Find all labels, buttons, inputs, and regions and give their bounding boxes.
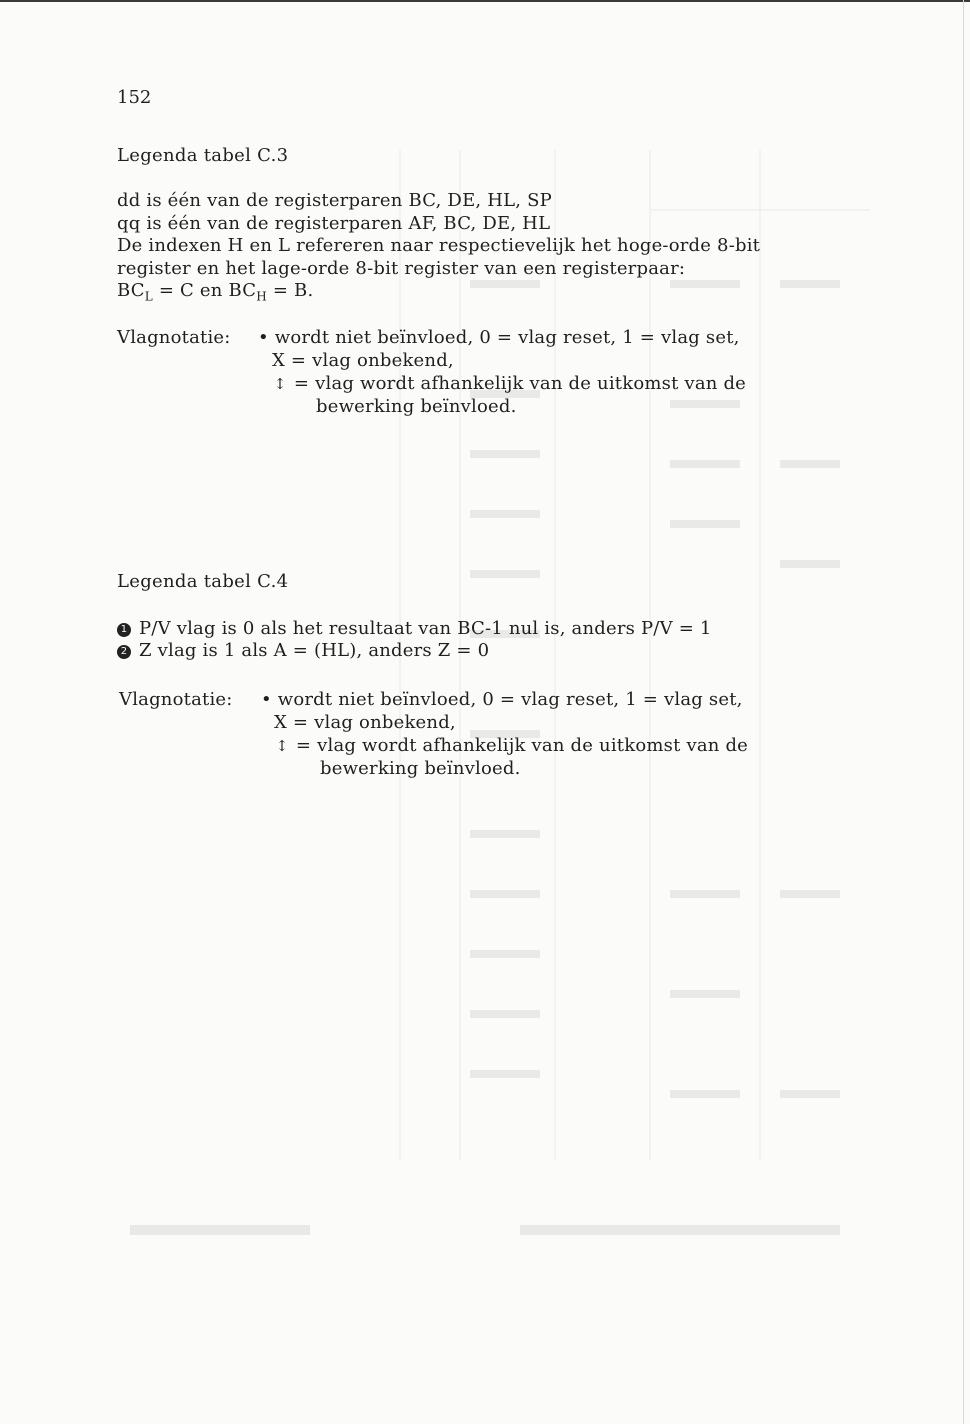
legend-c3-line-1: dd is één van de registerparen BC, DE, HL, SP [117, 190, 552, 211]
legend-c3-line-4: register en het lage-orde 8-bit register van een registerpaar: [117, 257, 686, 279]
page-right-edge [963, 0, 964, 1424]
legend-c3-text [117, 190, 877, 308]
circled-number-2-icon: 2 [117, 645, 131, 659]
legend-c4-vlag-line-4: bewerking beïnvloed. [320, 758, 521, 779]
legend-c4-note-2 [117, 640, 877, 663]
bc-l-label: BC [117, 280, 145, 301]
updown-arrow-icon: ↕ [273, 375, 287, 393]
page-top-edge [0, 0, 970, 2]
updown-arrow-icon: ↕ [275, 737, 289, 755]
legend-c4-note-1-text: P/V vlag is 0 als het resultaat van BC-1 nul is, anders P/V = 1 [139, 618, 712, 639]
bc-h-sub: H [256, 289, 267, 304]
legend-c4-note-1 [117, 618, 877, 641]
legend-c3-line-2: qq is één van de registerparen AF, BC, DE, HL [117, 212, 551, 234]
legend-c4-vlag-line-1: • wordt niet beïnvloed, 0 = vlag reset, 1 = vlag set, [261, 689, 743, 710]
legend-c4-note-2-text: Z vlag is 1 als A = (HL), anders Z = 0 [139, 640, 490, 661]
legend-c3-vlag-line-4: bewerking beïnvloed. [316, 396, 517, 417]
legend-c3-vlag-line-3-text: = vlag wordt afhankelijk van de uitkomst van de [293, 373, 747, 394]
legend-c4-title: Legenda tabel C.4 [117, 571, 289, 592]
legend-c3-vlag-label: Vlagnotatie: [117, 327, 231, 348]
legend-c3-title: Legenda tabel C.3 [117, 145, 289, 166]
legend-c4-vlag-line-2: X = vlag onbekend, [274, 712, 456, 733]
legend-c3-vlag-line-3 [272, 372, 746, 396]
legend-c3-bc-line [117, 280, 877, 308]
bc-h-label: = C en BC [152, 280, 257, 301]
legend-c4-vlag-line-3-text: = vlag wordt afhankelijk van de uitkomst van de [295, 735, 749, 756]
legend-c3-line-3: De indexen H en L refereren naar respectievelijk het hoge-orde 8-bit [117, 235, 761, 256]
legend-c3-vlag-line-1: • wordt niet beïnvloed, 0 = vlag reset, 1 = vlag set, [258, 327, 740, 348]
legend-c3-vlag-line-2: X = vlag onbekend, [272, 350, 454, 371]
legend-c4-vlag-line-3 [274, 734, 748, 758]
bc-b-label: = B. [266, 280, 314, 301]
circled-number-1-icon: 1 [117, 623, 131, 637]
legend-c4-vlag-label: Vlagnotatie: [119, 689, 233, 710]
bc-l-sub: L [144, 289, 153, 304]
page-number: 152 [117, 87, 152, 108]
